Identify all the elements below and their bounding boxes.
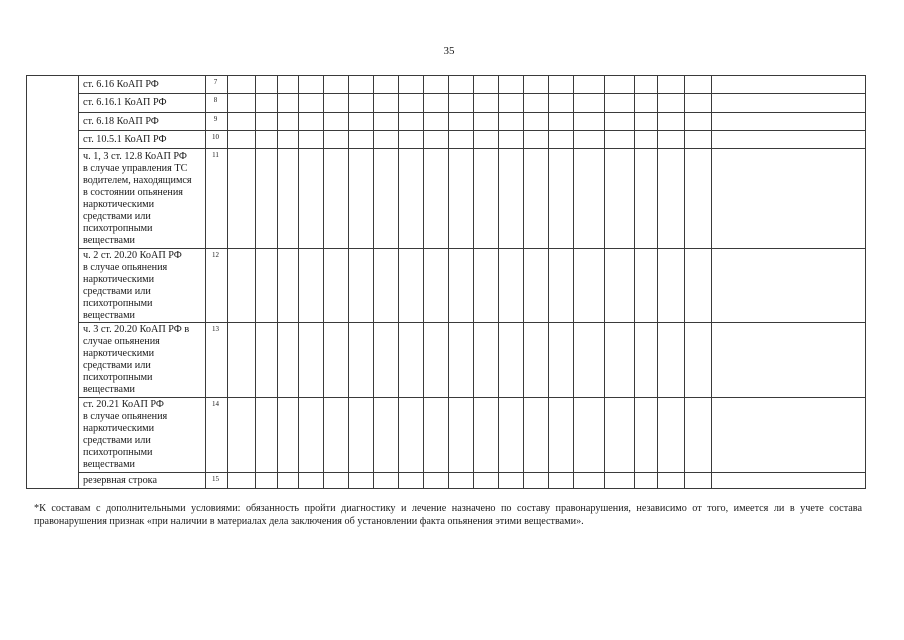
table-row (27, 323, 866, 398)
empty-cell (449, 131, 474, 149)
empty-cell (524, 131, 549, 149)
empty-cell (299, 149, 324, 249)
empty-cell (524, 149, 549, 249)
empty-cell (712, 398, 866, 473)
empty-cell (399, 131, 424, 149)
empty-cell (499, 398, 524, 473)
empty-cell (349, 113, 374, 131)
empty-cell (635, 323, 658, 398)
empty-cell (278, 113, 299, 131)
table-row (27, 249, 866, 323)
empty-cell (228, 473, 256, 489)
empty-cell (658, 113, 685, 131)
empty-cell (374, 323, 399, 398)
offense-label-line: водителем, находящимся (83, 174, 192, 186)
empty-cell (549, 249, 574, 323)
empty-cell (524, 94, 549, 113)
empty-cell (474, 149, 499, 249)
row-number-cell: 13 (206, 323, 228, 398)
offense-label-line: в состоянии опьянения (83, 186, 183, 198)
empty-cell (299, 323, 324, 398)
empty-cell (712, 94, 866, 113)
empty-cell (499, 113, 524, 131)
offense-label-line: наркотическими (83, 348, 155, 359)
empty-cell (299, 76, 324, 94)
empty-cell (449, 473, 474, 489)
empty-cell (605, 398, 635, 473)
empty-cell (685, 131, 712, 149)
empty-cell (278, 398, 299, 473)
empty-cell (349, 249, 374, 323)
empty-cell (712, 149, 866, 249)
empty-cell (278, 149, 299, 249)
empty-cell (658, 149, 685, 249)
offense-label-line: средствами или (83, 435, 151, 446)
empty-cell (658, 473, 685, 489)
empty-cell (256, 113, 278, 131)
empty-cell (324, 94, 349, 113)
empty-cell (574, 94, 605, 113)
offense-label-line: средствами или (83, 360, 151, 371)
offense-label-line: наркотическими (83, 273, 155, 285)
row-number-cell: 11 (206, 149, 228, 249)
empty-cell (228, 131, 256, 149)
empty-cell (399, 249, 424, 323)
empty-cell (324, 131, 349, 149)
empty-cell (574, 398, 605, 473)
empty-cell (635, 113, 658, 131)
empty-cell (228, 113, 256, 131)
empty-cell (658, 131, 685, 149)
empty-cell (574, 76, 605, 94)
empty-cell (635, 76, 658, 94)
empty-cell (424, 398, 449, 473)
empty-cell (524, 323, 549, 398)
data-table (26, 75, 866, 489)
offense-label-line: ст. 6.18 КоАП РФ (83, 115, 159, 127)
empty-cell (424, 323, 449, 398)
offense-label-line: в случае управления ТС (83, 162, 188, 174)
offense-label-line: наркотическими (83, 198, 155, 210)
offense-label-line: ч. 3 ст. 20.20 КоАП РФ в (83, 324, 190, 335)
empty-cell (349, 149, 374, 249)
offense-label-line: психотропными (83, 372, 153, 383)
empty-cell (256, 398, 278, 473)
empty-cell (324, 113, 349, 131)
empty-cell (374, 113, 399, 131)
empty-cell (324, 76, 349, 94)
empty-cell (474, 94, 499, 113)
empty-cell (299, 398, 324, 473)
empty-cell (712, 473, 866, 489)
row-number-cell: 9 (206, 113, 228, 131)
empty-cell (228, 149, 256, 249)
empty-cell (685, 113, 712, 131)
empty-cell (278, 76, 299, 94)
row-number-cell: 12 (206, 249, 228, 323)
empty-cell (712, 113, 866, 131)
table-row (27, 131, 866, 149)
empty-cell (605, 249, 635, 323)
empty-cell (449, 398, 474, 473)
offense-label-line: случае опьянения (83, 336, 160, 347)
empty-cell (299, 94, 324, 113)
empty-cell (524, 76, 549, 94)
empty-cell (256, 149, 278, 249)
empty-cell (349, 94, 374, 113)
empty-cell (474, 323, 499, 398)
offense-label-line: наркотическими (83, 423, 155, 434)
empty-cell (424, 113, 449, 131)
empty-cell (278, 94, 299, 113)
empty-cell (449, 94, 474, 113)
empty-cell (474, 398, 499, 473)
empty-cell (499, 473, 524, 489)
offense-label-line: веществами (83, 384, 135, 395)
table-row (27, 76, 866, 94)
empty-cell (524, 113, 549, 131)
empty-cell (605, 149, 635, 249)
empty-cell (574, 131, 605, 149)
offense-label-cell (79, 149, 206, 249)
offense-label-cell (79, 113, 206, 131)
empty-cell (256, 473, 278, 489)
empty-cell (449, 149, 474, 249)
empty-cell (256, 249, 278, 323)
footnote-line: *К составам с дополнительными условиями: обязанность пройти диагностику и лечение назначено по составу правонарушения, независимо от того, имеется ли в учете состава (34, 503, 862, 514)
empty-cell (374, 473, 399, 489)
empty-cell (635, 131, 658, 149)
empty-cell (424, 249, 449, 323)
empty-cell (635, 94, 658, 113)
empty-cell (324, 398, 349, 473)
empty-cell (374, 76, 399, 94)
empty-cell (499, 323, 524, 398)
empty-cell (424, 131, 449, 149)
empty-cell (299, 249, 324, 323)
empty-cell (449, 323, 474, 398)
row-number-cell: 7 (206, 76, 228, 94)
empty-cell (685, 94, 712, 113)
empty-cell (424, 473, 449, 489)
offense-label-line: психотропными (83, 222, 153, 234)
empty-cell (228, 76, 256, 94)
empty-cell (449, 113, 474, 131)
empty-cell (658, 323, 685, 398)
group-cell (27, 76, 79, 489)
offense-label-line: ч. 1, 3 ст. 12.8 КоАП РФ (83, 150, 187, 162)
offense-label-cell (79, 323, 206, 398)
empty-cell (278, 323, 299, 398)
empty-cell (574, 149, 605, 249)
offense-label-line: ст. 6.16 КоАП РФ (83, 78, 159, 90)
empty-cell (499, 249, 524, 323)
offense-label-line: психотропными (83, 297, 153, 309)
empty-cell (256, 323, 278, 398)
table-row (27, 94, 866, 113)
empty-cell (228, 323, 256, 398)
offense-label-line: веществами (83, 459, 135, 470)
empty-cell (324, 473, 349, 489)
empty-cell (549, 94, 574, 113)
empty-cell (549, 473, 574, 489)
empty-cell (574, 473, 605, 489)
empty-cell (349, 131, 374, 149)
empty-cell (549, 76, 574, 94)
empty-cell (635, 249, 658, 323)
empty-cell (424, 149, 449, 249)
empty-cell (574, 323, 605, 398)
offense-label-line: ст. 10.5.1 КоАП РФ (83, 133, 167, 145)
empty-cell (278, 131, 299, 149)
empty-cell (424, 76, 449, 94)
empty-cell (712, 323, 866, 398)
empty-cell (549, 113, 574, 131)
row-number-cell: 8 (206, 94, 228, 113)
table-row (27, 398, 866, 473)
offense-label-line: в случае опьянения (83, 411, 168, 422)
empty-cell (474, 131, 499, 149)
table-row (27, 149, 866, 249)
empty-cell (399, 94, 424, 113)
empty-cell (549, 323, 574, 398)
empty-cell (474, 76, 499, 94)
footnote (34, 502, 862, 528)
offense-label-line: ч. 2 ст. 20.20 КоАП РФ (83, 249, 182, 261)
empty-cell (499, 131, 524, 149)
empty-cell (605, 113, 635, 131)
empty-cell (399, 398, 424, 473)
offense-label-cell (79, 249, 206, 323)
empty-cell (605, 323, 635, 398)
empty-cell (685, 149, 712, 249)
empty-cell (399, 473, 424, 489)
empty-cell (574, 113, 605, 131)
empty-cell (658, 76, 685, 94)
offense-label-line: веществами (83, 234, 135, 246)
offense-label-cell (79, 398, 206, 473)
empty-cell (399, 76, 424, 94)
empty-cell (374, 94, 399, 113)
empty-cell (278, 473, 299, 489)
empty-cell (399, 149, 424, 249)
empty-cell (605, 131, 635, 149)
empty-cell (685, 249, 712, 323)
empty-cell (299, 473, 324, 489)
empty-cell (685, 398, 712, 473)
empty-cell (474, 113, 499, 131)
empty-cell (349, 76, 374, 94)
empty-cell (228, 94, 256, 113)
empty-cell (424, 94, 449, 113)
empty-cell (635, 398, 658, 473)
page-number: 35 (443, 45, 455, 57)
empty-cell (399, 113, 424, 131)
empty-cell (349, 323, 374, 398)
empty-cell (499, 149, 524, 249)
empty-cell (685, 323, 712, 398)
empty-cell (658, 94, 685, 113)
empty-cell (374, 131, 399, 149)
empty-cell (549, 149, 574, 249)
empty-cell (324, 249, 349, 323)
table-row (27, 473, 866, 489)
empty-cell (635, 149, 658, 249)
empty-cell (299, 131, 324, 149)
empty-cell (605, 76, 635, 94)
empty-cell (374, 149, 399, 249)
empty-cell (712, 131, 866, 149)
table-row (27, 113, 866, 131)
offense-label-line: средствами или (83, 285, 151, 297)
empty-cell (685, 76, 712, 94)
empty-cell (549, 131, 574, 149)
empty-cell (499, 76, 524, 94)
offense-label-cell (79, 131, 206, 149)
empty-cell (399, 323, 424, 398)
empty-cell (349, 398, 374, 473)
empty-cell (524, 398, 549, 473)
empty-cell (712, 76, 866, 94)
empty-cell (278, 249, 299, 323)
offense-label-line: резервная строка (83, 474, 157, 486)
empty-cell (605, 473, 635, 489)
empty-cell (449, 76, 474, 94)
empty-cell (374, 249, 399, 323)
empty-cell (685, 473, 712, 489)
empty-cell (374, 398, 399, 473)
empty-cell (324, 149, 349, 249)
empty-cell (635, 473, 658, 489)
offense-label-cell (79, 76, 206, 94)
offense-label-line: веществами (83, 309, 135, 321)
empty-cell (256, 76, 278, 94)
offense-label-line: средствами или (83, 210, 151, 222)
empty-cell (299, 113, 324, 131)
empty-cell (256, 94, 278, 113)
empty-cell (324, 323, 349, 398)
empty-cell (712, 249, 866, 323)
empty-cell (658, 249, 685, 323)
empty-cell (449, 249, 474, 323)
offense-label-line: психотропными (83, 447, 153, 458)
offense-label-line: в случае опьянения (83, 261, 168, 273)
empty-cell (605, 94, 635, 113)
empty-cell (549, 398, 574, 473)
row-number-cell: 10 (206, 131, 228, 149)
empty-cell (228, 398, 256, 473)
empty-cell (499, 94, 524, 113)
empty-cell (349, 473, 374, 489)
offense-label-cell (79, 94, 206, 113)
empty-cell (524, 249, 549, 323)
offense-label-line: ст. 6.16.1 КоАП РФ (83, 97, 167, 108)
empty-cell (574, 249, 605, 323)
empty-cell (228, 249, 256, 323)
row-number-cell: 15 (206, 473, 228, 489)
footnote-line: правонарушения признак «при наличии в материалах дела заключения об установлении факта опьянения этими веществами». (34, 516, 584, 527)
empty-cell (474, 473, 499, 489)
empty-cell (256, 131, 278, 149)
empty-cell (524, 473, 549, 489)
empty-cell (658, 398, 685, 473)
row-number-cell: 14 (206, 398, 228, 473)
empty-cell (474, 249, 499, 323)
offense-label-cell (79, 473, 206, 489)
offense-label-line: ст. 20.21 КоАП РФ (83, 399, 164, 410)
